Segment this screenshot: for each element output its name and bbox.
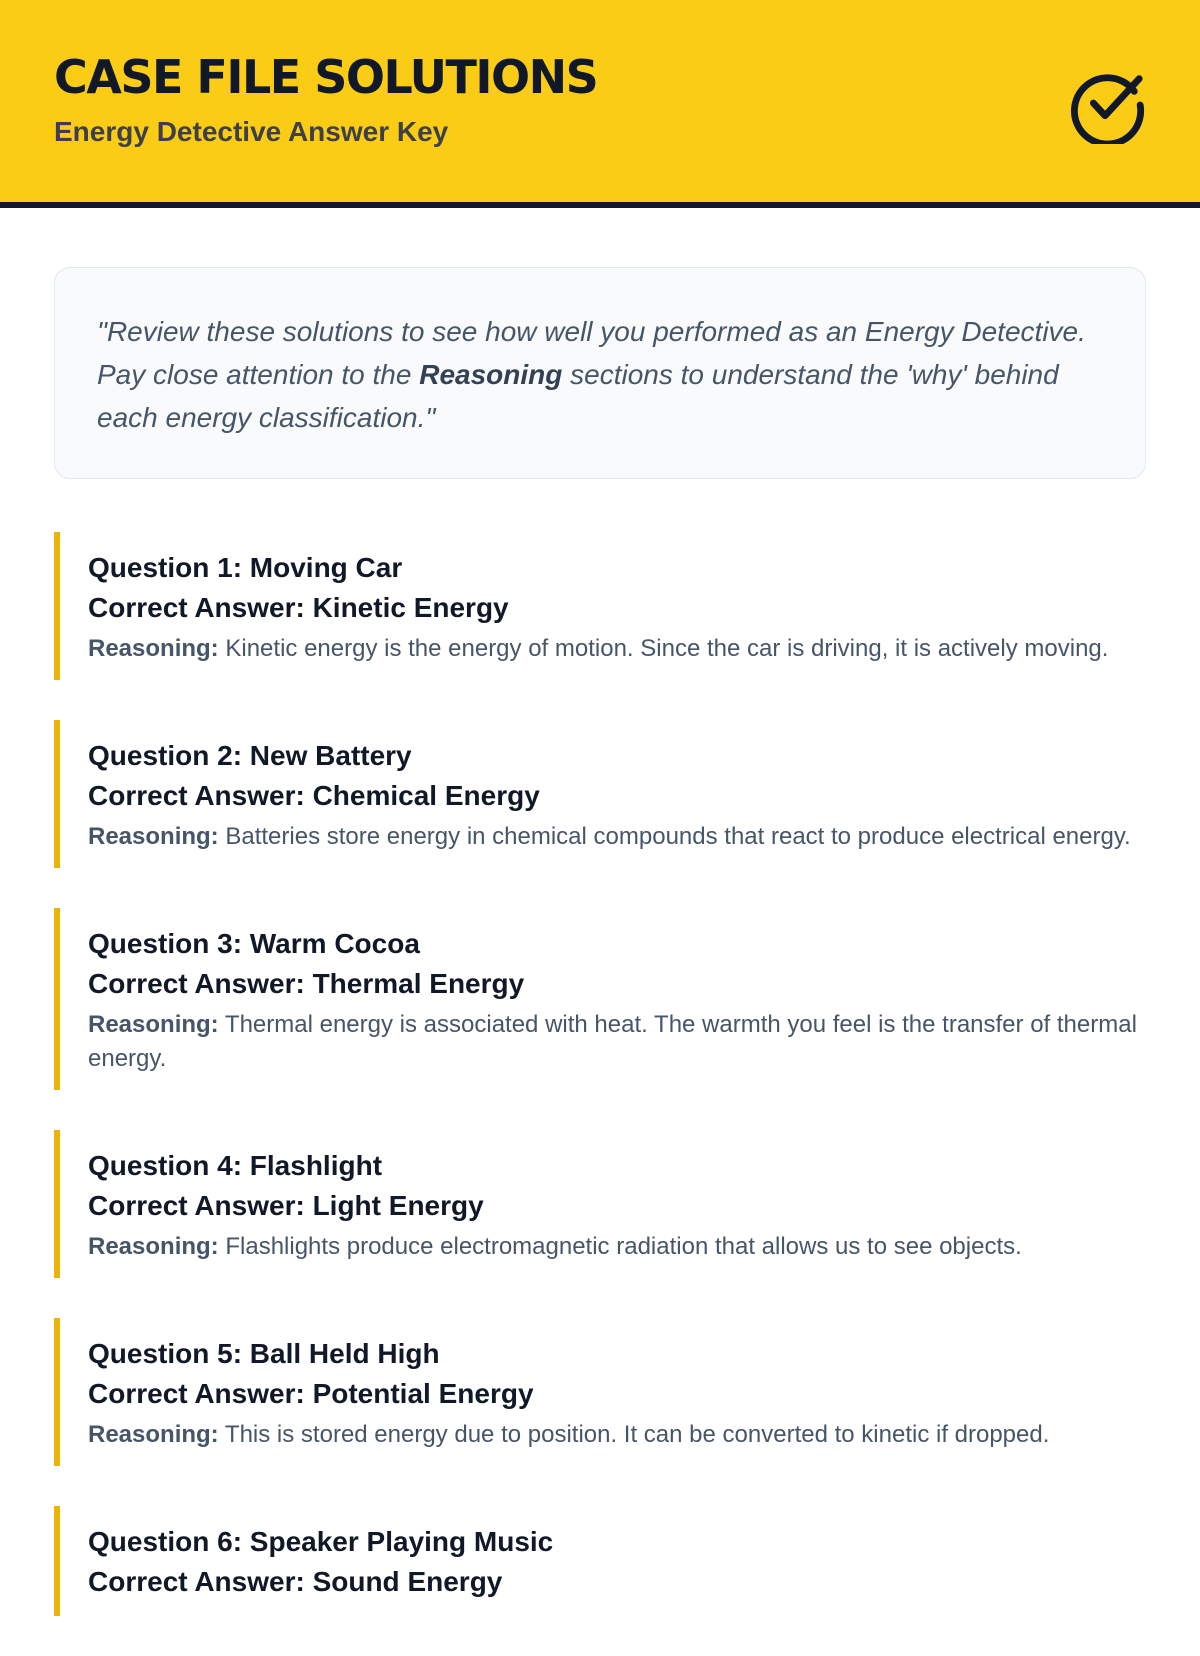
- solution-item: [54, 1318, 1154, 1466]
- reasoning-body: This is stored energy due to position. It can be converted to kinetic if dropped.: [224, 1421, 1050, 1448]
- question-title: Question 1: Moving Car: [88, 552, 403, 583]
- reasoning-text: [88, 632, 1154, 666]
- intro-text-emphasis: Reasoning: [419, 359, 563, 390]
- intro-text-after: sections to understand the 'why' behind each energy classification.": [97, 359, 1059, 433]
- page-title: CASE FILE SOLUTIONS: [54, 50, 598, 104]
- check-circle-icon: [1068, 66, 1146, 144]
- reasoning-text: [88, 1230, 1154, 1264]
- intro-text-before: "Review these solutions to see how well you performed as an Energy Detective. Pay close attention to the: [97, 316, 1086, 390]
- reasoning-label: Reasoning:: [88, 1421, 219, 1448]
- reasoning-body: Thermal energy is associated with heat. The warmth you feel is the transfer of thermal energy.: [88, 1011, 1137, 1072]
- solution-item: [54, 908, 1154, 1090]
- solution-item: [54, 1130, 1154, 1278]
- reasoning-label: Reasoning:: [88, 635, 219, 662]
- reasoning-label: Reasoning:: [88, 1011, 219, 1038]
- intro-callout: [54, 267, 1146, 479]
- intro-text: [97, 310, 1103, 439]
- reasoning-text: [88, 1418, 1154, 1452]
- reasoning-body: Flashlights produce electromagnetic radiation that allows us to see objects.: [225, 1233, 1022, 1260]
- question-title: Question 2: New Battery: [88, 740, 412, 771]
- solutions-list: [54, 532, 1154, 1656]
- reasoning-label: Reasoning:: [88, 823, 219, 850]
- reasoning-label: Reasoning:: [88, 1233, 219, 1260]
- reasoning-text: [88, 1008, 1154, 1076]
- question-title: Question 3: Warm Cocoa: [88, 928, 420, 959]
- correct-answer: Correct Answer: Sound Energy: [88, 1566, 503, 1597]
- reasoning-text: [88, 820, 1154, 854]
- solution-item: [54, 720, 1154, 868]
- question-title: Question 4: Flashlight: [88, 1150, 383, 1181]
- correct-answer: Correct Answer: Chemical Energy: [88, 780, 540, 811]
- reasoning-body: Kinetic energy is the energy of motion. Since the car is driving, it is actively moving.: [225, 635, 1109, 662]
- solution-item: [54, 532, 1154, 680]
- correct-answer: Correct Answer: Light Energy: [88, 1190, 484, 1221]
- question-title: Question 5: Ball Held High: [88, 1338, 440, 1369]
- page-header: [0, 0, 1200, 208]
- correct-answer: Correct Answer: Potential Energy: [88, 1378, 534, 1409]
- correct-answer: Correct Answer: Thermal Energy: [88, 968, 525, 999]
- question-title: Question 6: Speaker Playing Music: [88, 1526, 554, 1557]
- correct-answer: Correct Answer: Kinetic Energy: [88, 592, 509, 623]
- page-subtitle: Energy Detective Answer Key: [54, 116, 449, 147]
- reasoning-body: Batteries store energy in chemical compounds that react to produce electrical energy.: [225, 823, 1131, 850]
